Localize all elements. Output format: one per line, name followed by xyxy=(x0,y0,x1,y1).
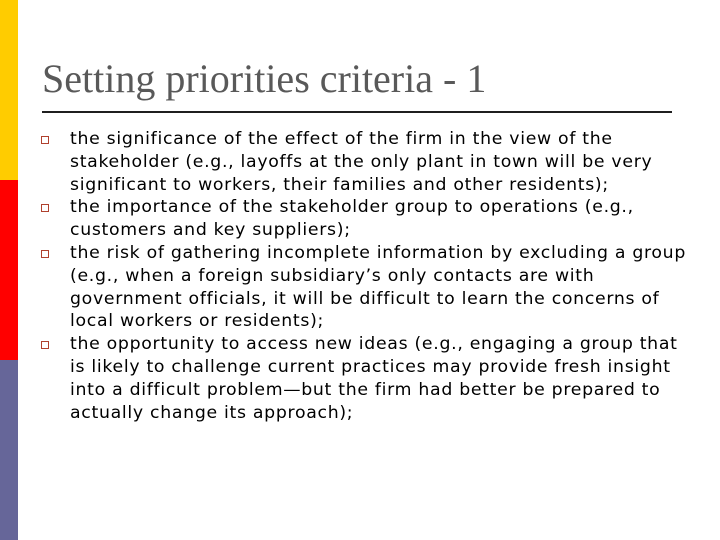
bullet-text: the importance of the stakeholder group to operations (e.g., customers and key suppliers); xyxy=(70,197,634,241)
side-bar-slate-segment xyxy=(0,360,18,540)
bullet-item-risk xyxy=(40,242,690,333)
square-bullet-icon xyxy=(41,341,49,349)
bullet-text: the risk of gathering incomplete information by excluding a group (e.g., when a foreign subsidiary’s only contacts are with government officials, it will be difficult to learn the concerns of local workers or residents); xyxy=(70,242,687,332)
side-bar-red-segment xyxy=(0,180,18,360)
bullet-text: the significance of the effect of the firm in the view of the stakeholder (e.g., layoffs at the only plant in town will be very significant to workers, their families and other residents); xyxy=(70,129,653,195)
bullet-text: the opportunity to access new ideas (e.g., engaging a group that is likely to challenge current practices may provide fresh insight into a difficult problem—but the firm had better be prepared to actually change its approach); xyxy=(70,334,678,423)
square-bullet-icon xyxy=(41,250,49,258)
bullet-item-opportunity xyxy=(40,333,690,424)
square-bullet-icon xyxy=(41,204,49,212)
square-bullet-icon xyxy=(41,136,49,144)
bullet-item-importance xyxy=(40,196,690,242)
title-divider xyxy=(42,111,672,113)
bullet-item-significance xyxy=(40,128,690,196)
side-bar-yellow-segment xyxy=(0,0,18,180)
bullet-list xyxy=(40,128,690,424)
slide-title: Setting priorities criteria - 1 xyxy=(42,56,487,101)
